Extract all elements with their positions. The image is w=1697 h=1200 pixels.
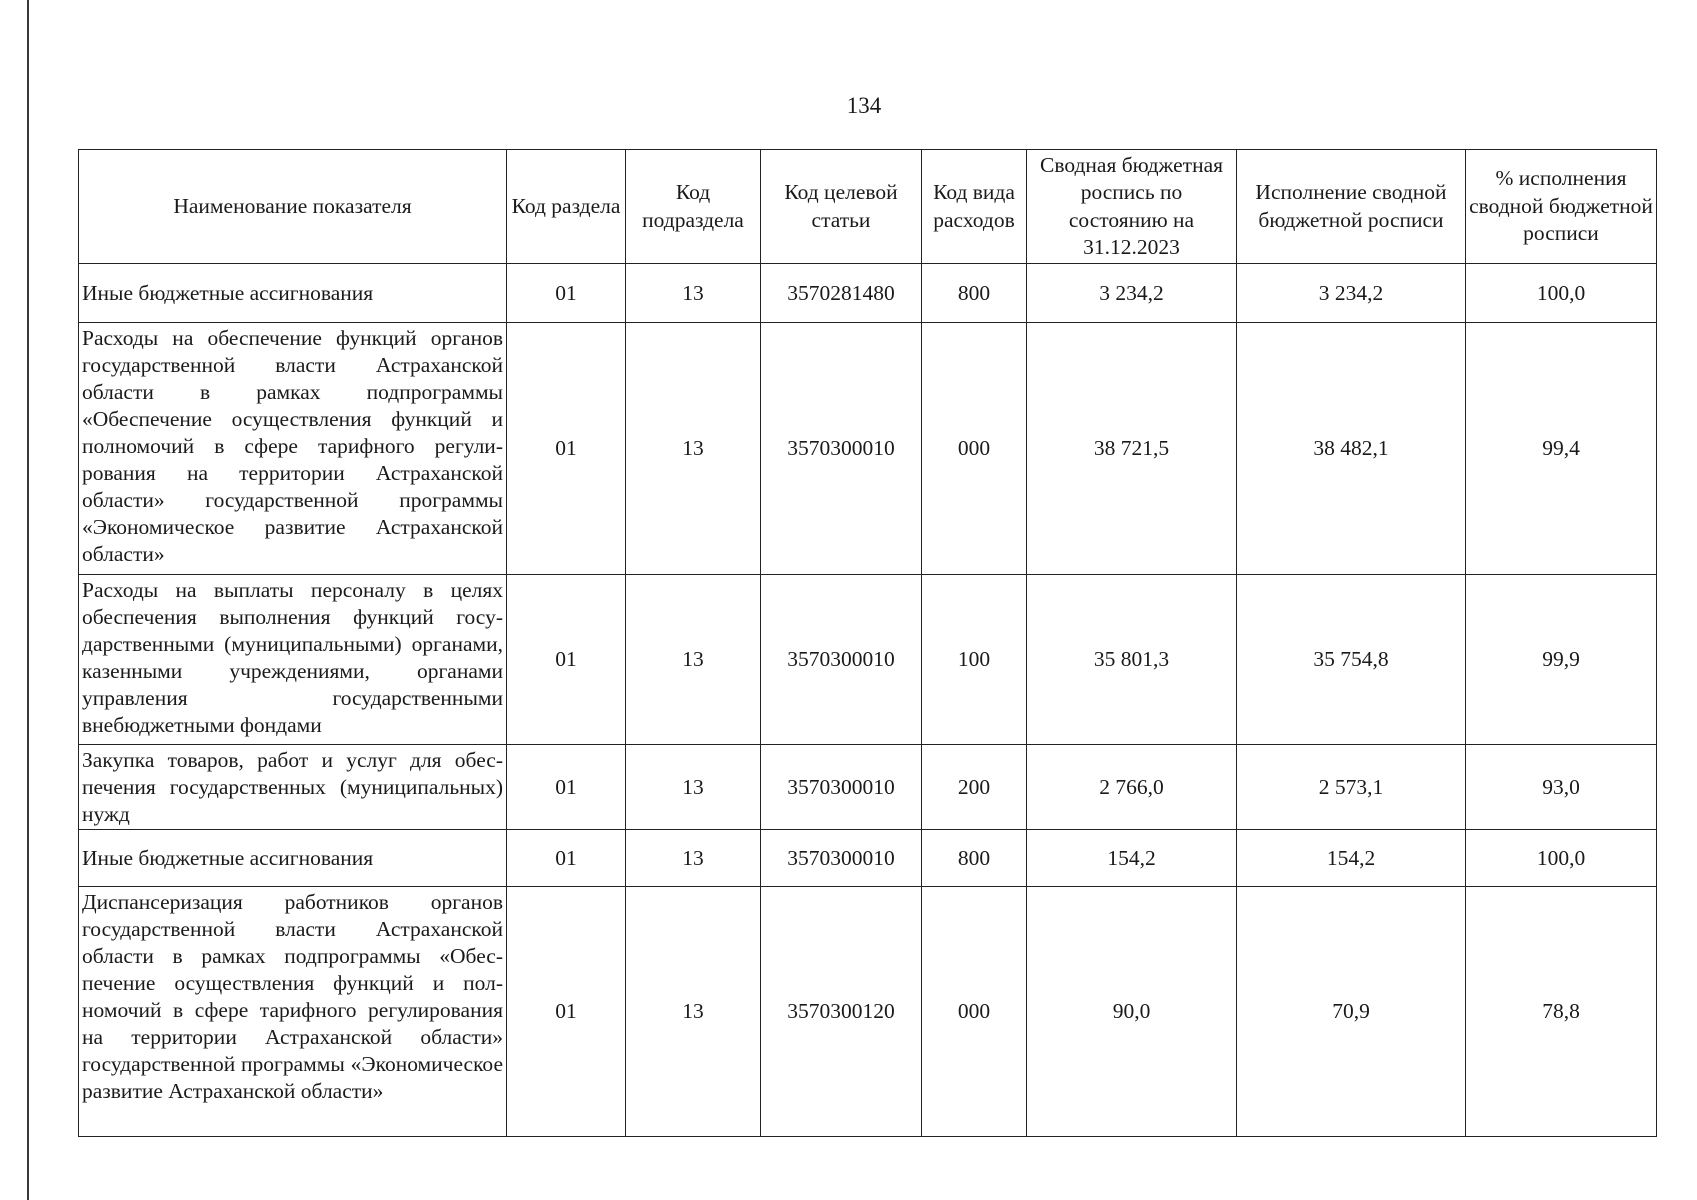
section-code-cell: 01	[507, 745, 626, 830]
expense-type-code-cell: 000	[922, 887, 1027, 1137]
header-expense-type-code: Код вида расходов	[922, 150, 1027, 264]
planned-amount-cell: 90,0	[1027, 887, 1237, 1137]
executed-amount-cell: 35 754,8	[1237, 575, 1466, 745]
execution-percent-cell: 99,4	[1466, 323, 1657, 575]
table-row	[79, 264, 1657, 323]
planned-amount-cell: 38 721,5	[1027, 323, 1237, 575]
expense-type-code-cell: 100	[922, 575, 1027, 745]
executed-amount-cell: 2 573,1	[1237, 745, 1466, 830]
execution-percent-cell: 100,0	[1466, 830, 1657, 887]
target-article-code-cell: 3570300120	[761, 887, 922, 1137]
execution-percent-cell: 99,9	[1466, 575, 1657, 745]
table-row	[79, 830, 1657, 887]
executed-amount-cell: 154,2	[1237, 830, 1466, 887]
expense-type-code-cell: 000	[922, 323, 1027, 575]
planned-amount-cell: 154,2	[1027, 830, 1237, 887]
subsection-code-cell: 13	[626, 887, 761, 1137]
table-row	[79, 575, 1657, 745]
expense-type-code-cell: 200	[922, 745, 1027, 830]
section-code-cell: 01	[507, 323, 626, 575]
left-margin-rule	[27, 0, 29, 1200]
header-target-article-code: Код целевой статьи	[761, 150, 922, 264]
executed-amount-cell: 3 234,2	[1237, 264, 1466, 323]
section-code-cell: 01	[507, 830, 626, 887]
subsection-code-cell: 13	[626, 575, 761, 745]
planned-amount-cell: 3 234,2	[1027, 264, 1237, 323]
planned-amount-cell: 35 801,3	[1027, 575, 1237, 745]
execution-percent-cell: 78,8	[1466, 887, 1657, 1137]
header-budget-execution: Исполнение сводной бюджетной росписи	[1237, 150, 1466, 264]
target-article-code-cell: 3570300010	[761, 830, 922, 887]
planned-amount-cell: 2 766,0	[1027, 745, 1237, 830]
target-article-code-cell: 3570300010	[761, 323, 922, 575]
target-article-code-cell: 3570300010	[761, 745, 922, 830]
indicator-name-cell: Закупка товаров, работ и услуг для обеспечения государственных (муниципальных) нужд	[79, 745, 507, 830]
indicator-name-cell: Диспансеризация работников органов государственной власти Астраханской области в рамках подпрограммы «Обеспечение осуществления функций и полномочий в сфере тарифного регулирования на территории Астраханской области» государственной программы «Экономическое развитие Астраханской области»	[79, 887, 507, 1137]
table-row	[79, 323, 1657, 575]
expense-type-code-cell: 800	[922, 830, 1027, 887]
execution-percent-cell: 100,0	[1466, 264, 1657, 323]
section-code-cell: 01	[507, 264, 626, 323]
table-row	[79, 745, 1657, 830]
header-section-code: Код раздела	[507, 150, 626, 264]
subsection-code-cell: 13	[626, 264, 761, 323]
subsection-code-cell: 13	[626, 323, 761, 575]
section-code-cell: 01	[507, 887, 626, 1137]
subsection-code-cell: 13	[626, 745, 761, 830]
indicator-name-cell: Расходы на выплаты персоналу в целях обеспечения выполнения функций государственными (муниципальными) органами, казенными учреждениями, органами управления государственными внебюджетными фондами	[79, 575, 507, 745]
executed-amount-cell: 70,9	[1237, 887, 1466, 1137]
executed-amount-cell: 38 482,1	[1237, 323, 1466, 575]
section-code-cell: 01	[507, 575, 626, 745]
budget-execution-table	[78, 149, 1657, 1137]
indicator-name-cell: Иные бюджетные ассигнования	[79, 830, 507, 887]
header-subsection-code: Код подраздела	[626, 150, 761, 264]
table-row	[79, 887, 1657, 1137]
indicator-name-cell: Расходы на обеспечение функций органов государственной власти Астраханской области в рамках подпрограммы «Обеспечение осуществления функций и полномочий в сфере тарифного регулирования на территории Астраханской области» государственной программы «Экономическое развитие Астраханской области»	[79, 323, 507, 575]
subsection-code-cell: 13	[626, 830, 761, 887]
page-number: 134	[846, 93, 882, 118]
expense-type-code-cell: 800	[922, 264, 1027, 323]
execution-percent-cell: 93,0	[1466, 745, 1657, 830]
indicator-name-cell: Иные бюджетные ассигнования	[79, 264, 507, 323]
target-article-code-cell: 3570281480	[761, 264, 922, 323]
table-header-row	[79, 150, 1657, 264]
header-execution-percent: % исполнения сводной бюджетной росписи	[1466, 150, 1657, 264]
header-consolidated-budget: Сводная бюджетная роспись по состоянию на 31.12.2023	[1027, 150, 1237, 264]
target-article-code-cell: 3570300010	[761, 575, 922, 745]
header-indicator-name: Наименование показателя	[79, 150, 507, 264]
